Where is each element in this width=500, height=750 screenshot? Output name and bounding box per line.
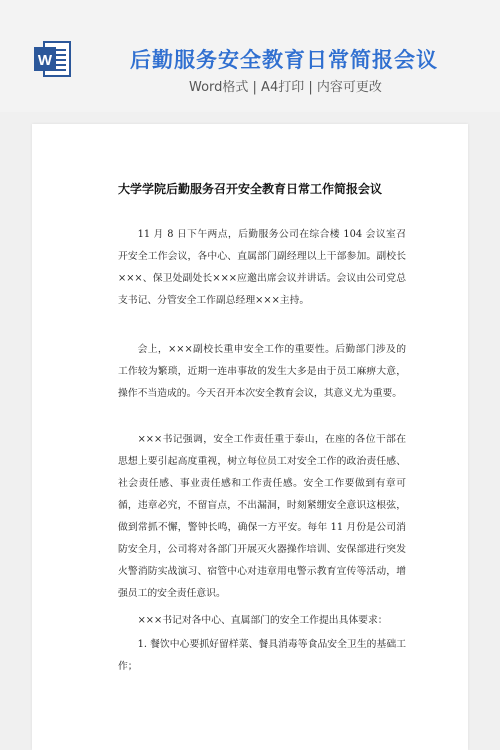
paragraph-1: [118, 224, 406, 312]
document-title: 大学学院后勤服务召开安全教育日常工作简报会议: [117, 182, 382, 196]
list-item-1: [118, 634, 406, 678]
paragraph-3: [118, 429, 406, 605]
paragraph-4: [118, 610, 406, 632]
paragraph-text: 会上，×××副校长重申安全工作的重要性。后勤部门涉及的工作较为繁琐，近期一连串事故的发生大多是由于员工麻痹大意，操作不当造成的。今天召开本次安全教育会议，其意义尤为重要。: [118, 344, 406, 399]
paragraph-text: ×××书记强调，安全工作责任重于泰山，在座的各位干部在思想上要引起高度重视，树立每位员工对安全工作的政治责任感、社会责任感、事业责任感和工作责任感。安全工作要做到有章可循，违章必究，不留盲点，不出漏洞，时刻紧绷安全意识这根弦，做到常抓不懈，警钟长鸣，确保一方平安。每年 11 月份是公司消防安全月，公司将对各部门开展灭火器操作培训、安保部进行突发火警消防实战演习、宿管中心对违章用电警示教育宣传等活动，增强员工的安全责任意识。: [118, 434, 406, 599]
paragraph-text: ×××书记对各中心、直属部门的安全工作提出具体要求：: [137, 615, 388, 626]
list-item-text: 1. 餐饮中心要抓好留样菜、餐具消毒等食品安全卫生的基础工作；: [118, 639, 406, 672]
header: [0, 0, 500, 112]
paragraph-2: [118, 339, 406, 405]
word-document-icon: [33, 40, 73, 78]
document-page: [32, 124, 468, 750]
svg-text:W: W: [37, 52, 53, 69]
paragraph-text: 11 月 8 日下午两点，后勤服务公司在综合楼 104 会议室召开安全工作会议，各中心、直属部门副经理以上干部参加。副校长×××、保卫处副处长×××应邀出席会议并讲话。会议由公司党总支书记、分管安全工作副总经理×××主持。: [118, 229, 406, 306]
page-title: 后勤服务安全教育日常简报会议: [130, 48, 438, 72]
subtitle: Word格式 | A4打印 | 内容可更改: [189, 80, 382, 95]
